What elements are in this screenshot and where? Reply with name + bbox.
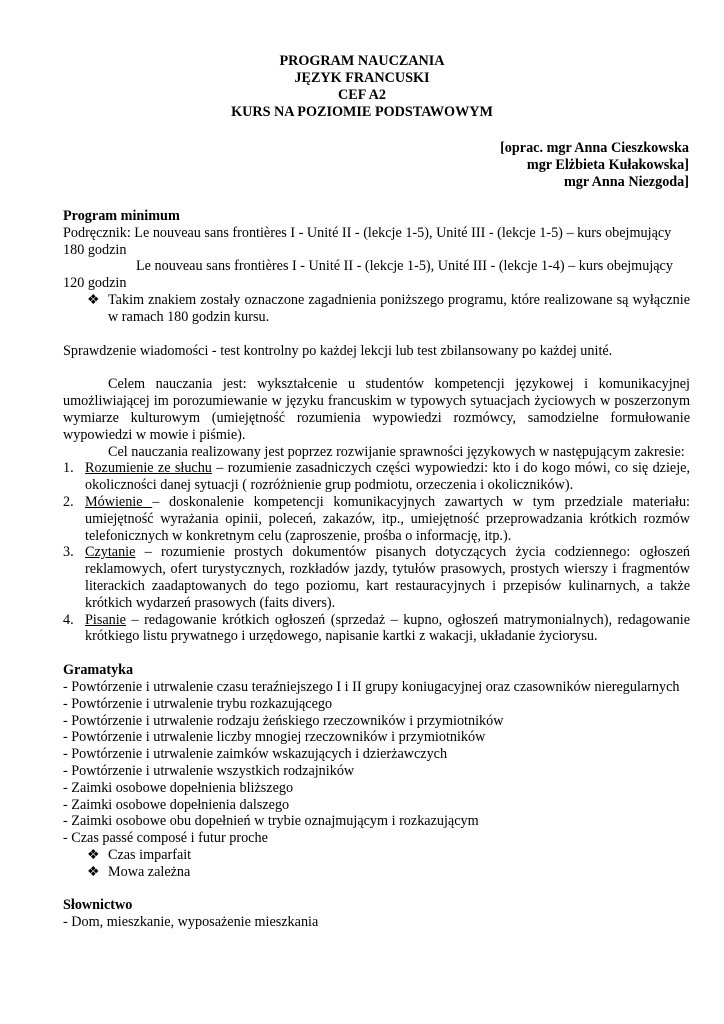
grammar-item: - Czas passé composé i futur proche bbox=[63, 830, 268, 847]
author-2: mgr Elżbieta Kułakowska] bbox=[526, 157, 689, 173]
grammar-item: - Powtórzenie i utrwalenie trybu rozkazującego bbox=[63, 695, 333, 712]
grammar-item: - Powtórzenie i utrwalenie wszystkich rodzajników bbox=[63, 762, 355, 779]
grammar-bullet bbox=[63, 864, 690, 881]
assessment-text: Sprawdzenie wiadomości - test kontrolny po każdej lekcji lub test zbilansowany po każdej unité. bbox=[63, 342, 613, 359]
grammar-item: - Zaimki osobowe dopełnienia dalszego bbox=[63, 796, 290, 813]
diamond-bullet-icon: ❖ bbox=[87, 863, 100, 880]
grammar-bullet-text: Mowa zależna bbox=[108, 863, 191, 880]
skill-item bbox=[63, 494, 690, 544]
skill-item bbox=[63, 544, 690, 611]
skill-description: – rozumienie zasadniczych części wypowiedzi: kto i do kogo mówi, co się dzieje, okoliczności danej sytuacji ( rozróżnienie grup podmiotu, orzeczenia i okoliczników). bbox=[85, 460, 691, 494]
skill-item bbox=[63, 612, 690, 646]
vocabulary-item: - Dom, mieszkanie, wyposażenie mieszkania bbox=[63, 914, 319, 931]
grammar-item: - Powtórzenie i utrwalenie rodzaju żeńskiego rzeczowników i przymiotników bbox=[63, 712, 504, 729]
goal-paragraph: Celem nauczania jest: wykształcenie u studentów kompetencji językowej i komunikacyjnej umożliwiającej im porozumiewanie w języku francuskim w typowych sytuacjach życiowych w poszerzonym wymiarze kulturowym (umiejętność rozumienia wypowiedzi rozmówcy, samodzielne formułowanie wypowiedzi w mowie i piśmie). bbox=[63, 376, 690, 443]
bullet-note-text: Takim znakiem zostały oznaczone zagadnienia poniższego programu, które realizowane są wyłącznie w ramach 180 godzin kursu. bbox=[108, 291, 690, 325]
grammar-item: - Powtórzenie i utrwalenie liczby mnogiej rzeczowników i przymiotników bbox=[63, 729, 486, 746]
skill-description: – rozumienie prostych dokumentów pisanych dotyczących życia codziennego: ogłoszeń reklamowych, ofert turystycznych, rozkładów jazdy, tytułów prasowych, prostych wierszy i fragmentów literackich zaadaptowanych do tego poziomu, kart restauracyjnych i przepisów kulinarnych, a także krótkich wydarzeń prasowych (faits divers). bbox=[85, 544, 690, 611]
textbook-line-1: Podręcznik: Le nouveau sans frontières I - Unité II - (lekcje 1-5), Unité III - (lekcje 1-5) – kurs obejmujący bbox=[63, 224, 672, 241]
title-line-2: JĘZYK FRANCUSKI bbox=[294, 70, 430, 86]
textbook-line-2: Le nouveau sans frontières I - Unité II - (lekcje 1-5), Unité III - (lekcje 1-4) – kurs obejmujący bbox=[136, 258, 673, 275]
program-heading: Program minimum bbox=[63, 208, 180, 224]
skill-item bbox=[63, 460, 690, 494]
skill-number: 2. bbox=[63, 493, 74, 510]
authors-block bbox=[500, 140, 689, 191]
title-line-3: CEF A2 bbox=[338, 87, 386, 103]
grammar-item: - Powtórzenie i utrwalenie czasu teraźniejszego I i II grupy koniugacyjnej oraz czasowników nieregularnych bbox=[63, 678, 680, 695]
textbook-line-1-hours: 180 godzin bbox=[63, 241, 127, 258]
skill-name: Pisanie bbox=[85, 611, 126, 628]
vocabulary-heading: Słownictwo bbox=[63, 897, 133, 914]
title-line-1: PROGRAM NAUCZANIA bbox=[279, 53, 445, 69]
bullet-note bbox=[63, 292, 690, 326]
skill-description: – redagowanie krótkich ogłoszeń (sprzedaż – kupno, ogłoszeń matrymonialnych), redagowanie krótkiego listu prywatnego i urzędowego, napisanie kartki z wakacji, układanie życiorysu. bbox=[85, 611, 690, 645]
skill-number: 1. bbox=[63, 460, 74, 477]
grammar-bullet bbox=[63, 847, 690, 864]
skill-name: Czytanie bbox=[85, 544, 136, 561]
grammar-bullet-text: Czas imparfait bbox=[108, 846, 192, 863]
skill-number: 4. bbox=[63, 611, 74, 628]
skill-number: 3. bbox=[63, 544, 74, 561]
grammar-item: - Powtórzenie i utrwalenie zaimków wskazujących i dzierżawczych bbox=[63, 746, 448, 763]
grammar-item: - Zaimki osobowe dopełnienia bliższego bbox=[63, 779, 294, 796]
grammar-item: - Zaimki osobowe obu dopełnień w trybie oznajmującym i rozkazującym bbox=[63, 813, 479, 830]
skill-name: Mówienie bbox=[85, 493, 153, 510]
author-3: mgr Anna Niezgoda] bbox=[563, 174, 689, 190]
document-body bbox=[63, 208, 690, 931]
textbook-line-2-hours: 120 godzin bbox=[63, 275, 127, 292]
diamond-bullet-icon: ❖ bbox=[87, 291, 100, 308]
author-1: [oprac. mgr Anna Cieszkowska bbox=[500, 140, 689, 156]
grammar-heading: Gramatyka bbox=[63, 662, 134, 679]
skill-description: – doskonalenie kompetencji komunikacyjnych zawartych w tym przedziale materiału: umiejętność wyrażania opinii, poleceń, zakazów, itp., umiejętność przeprowadzania krótkich rozmów telefonicznych w konkretnym celu (zaproszenie, prośba o informację, itp.). bbox=[85, 493, 690, 544]
skill-name: Rozumienie ze słuchu bbox=[85, 460, 212, 477]
diamond-bullet-icon: ❖ bbox=[87, 846, 100, 863]
title-line-4: KURS NA POZIOMIE PODSTAWOWYM bbox=[231, 104, 493, 120]
document-title bbox=[0, 53, 724, 121]
goal-paragraph-2: Cel nauczania realizowany jest poprzez rozwijanie sprawności językowych w następującym zakresie: bbox=[108, 443, 685, 460]
